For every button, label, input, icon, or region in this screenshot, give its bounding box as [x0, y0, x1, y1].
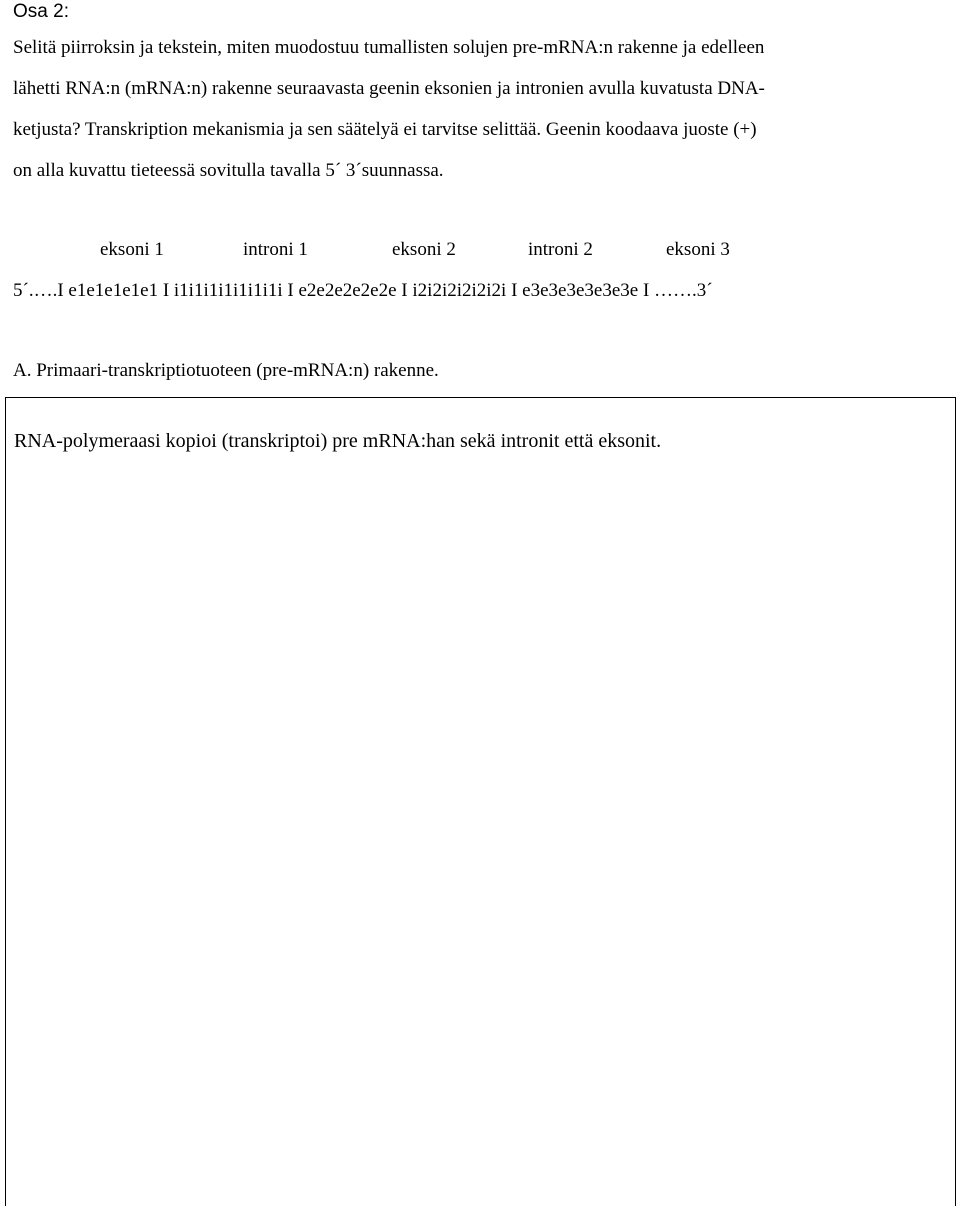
- label-exon-1: eksoni 1: [100, 239, 164, 260]
- label-exon-2: eksoni 2: [392, 239, 456, 260]
- task-line: Selitä piirroksin ja tekstein, miten muodostuu tumallisten solujen pre-mRNA:n rakenne ja edelleen: [13, 37, 765, 58]
- label-intron-2: introni 2: [528, 239, 593, 260]
- part-a-heading: A. Primaari-transkriptiotuoteen (pre-mRNA:n) rakenne.: [13, 360, 439, 381]
- section-heading: Osa 2:: [13, 1, 69, 22]
- answer-box[interactable]: [5, 397, 956, 1206]
- task-description: [13, 27, 943, 191]
- label-intron-1: introni 1: [243, 239, 308, 260]
- gene-region-labels: [0, 236, 960, 264]
- answer-text: RNA-polymeraasi kopioi (transkriptoi) pre mRNA:han sekä intronit että eksonit.: [14, 430, 662, 452]
- task-line: ketjusta? Transkription mekanismia ja sen säätelyä ei tarvitse selittää. Geenin koodaava juoste (+): [13, 119, 757, 140]
- dna-sequence: 5´.….I e1e1e1e1e1 I i1i1i1i1i1i1i1i I e2e2e2e2e2e I i2i2i2i2i2i2i I e3e3e3e3e3e3e I …….3´: [13, 280, 713, 301]
- task-line: lähetti RNA:n (mRNA:n) rakenne seuraavasta geenin eksonien ja intronien avulla kuvatusta DNA-: [13, 78, 765, 99]
- task-line: on alla kuvattu tieteessä sovitulla tavalla 5´ 3´suunnassa.: [13, 160, 444, 181]
- label-exon-3: eksoni 3: [666, 239, 730, 260]
